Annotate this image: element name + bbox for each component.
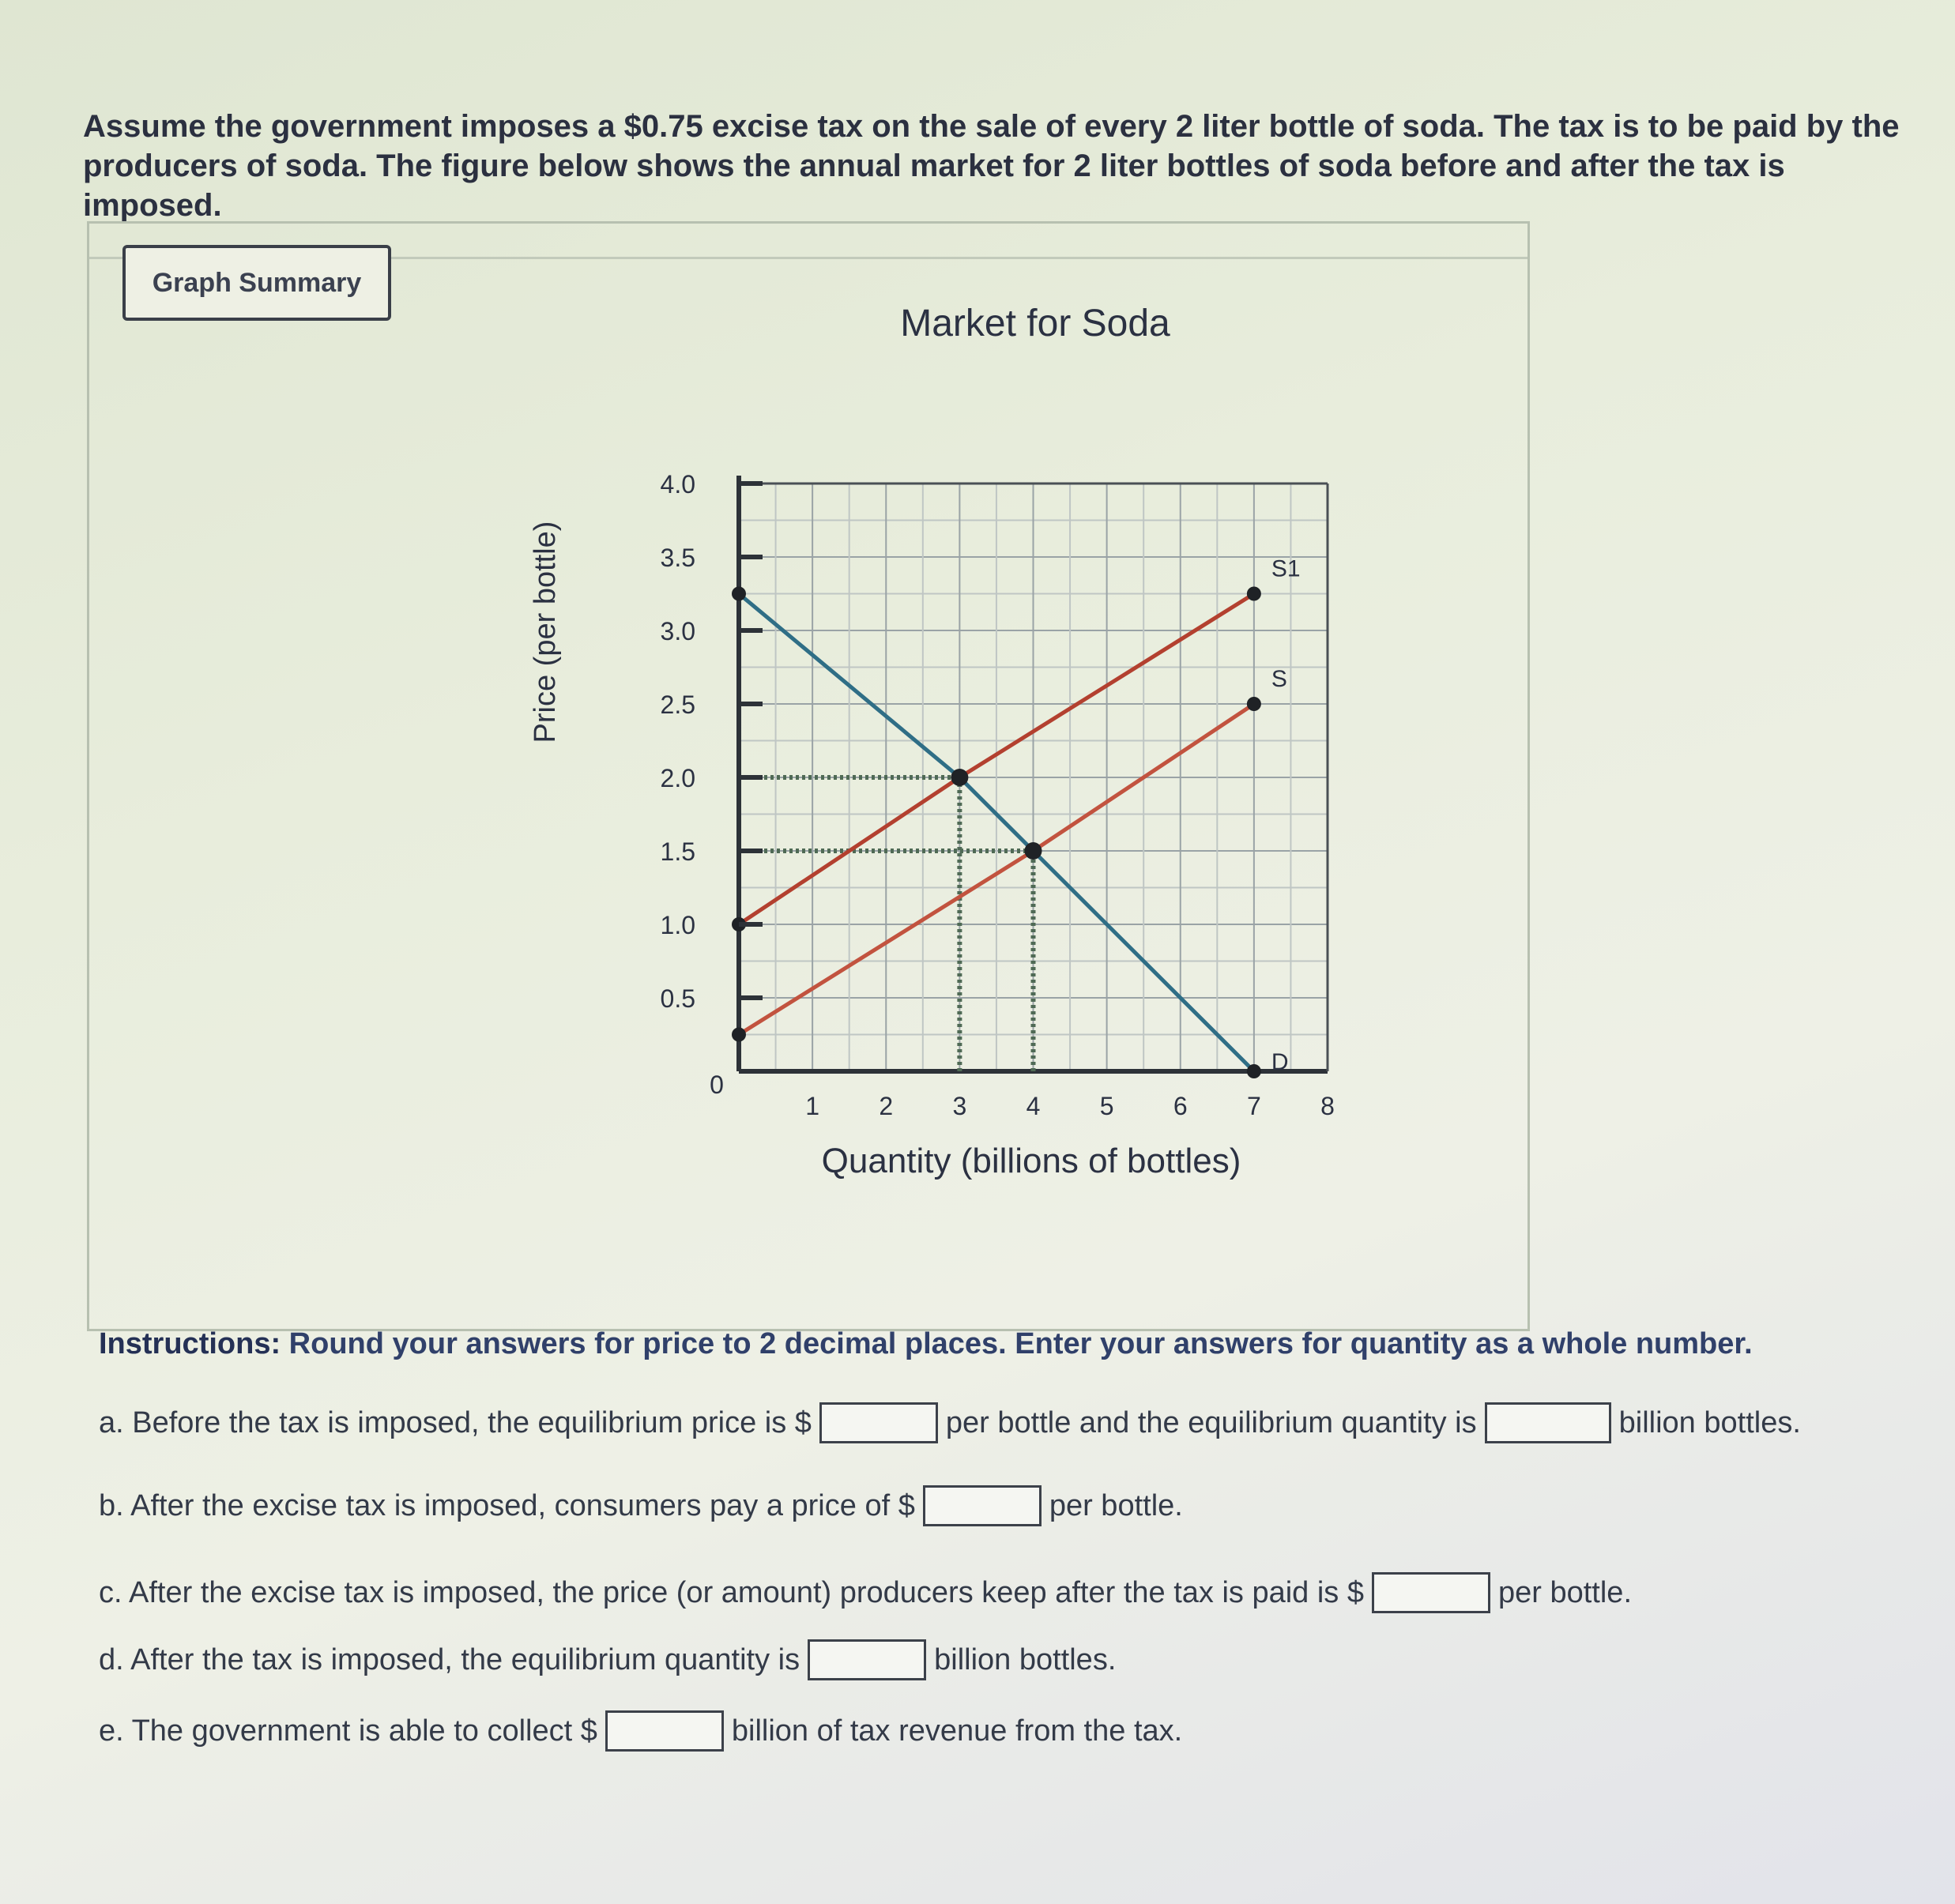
answer-c-input[interactable] bbox=[1372, 1572, 1490, 1613]
equilibrium-point bbox=[951, 769, 968, 786]
y-tick-label: 3.5 bbox=[660, 544, 695, 572]
question-e-suffix: billion of tax revenue from the tax. bbox=[731, 1714, 1183, 1748]
curve-endpoint bbox=[1247, 587, 1261, 601]
y-tick-label: 1.0 bbox=[660, 911, 695, 939]
curve-endpoint bbox=[732, 587, 746, 601]
curve-label-s: S bbox=[1271, 666, 1287, 692]
x-axis-label: Quantity (billions of bottles) bbox=[821, 1142, 1241, 1180]
question-a-middle-text: per bottle and the equilibrium quantity is bbox=[945, 1405, 1477, 1439]
x-tick-label: 1 bbox=[805, 1092, 820, 1120]
instructions bbox=[99, 1327, 1916, 1361]
answer-a-price-input[interactable] bbox=[819, 1402, 938, 1443]
curve-endpoint bbox=[1247, 697, 1261, 711]
y-tick-label: 2.0 bbox=[660, 764, 695, 792]
x-tick-label: 8 bbox=[1320, 1092, 1335, 1120]
graph-summary-button[interactable]: Graph Summary bbox=[122, 245, 391, 321]
problem-statement: Assume the government imposes a $0.75 excise tax on the sale of every 2 liter bottle of soda. The tax is to be paid by the producers of soda. The figure below shows the annual market for 2 liter bottles of soda before and after the tax is imposed. bbox=[83, 109, 1900, 223]
x-tick-label: 5 bbox=[1099, 1092, 1114, 1120]
y-tick-label: 4.0 bbox=[660, 470, 695, 499]
x-tick-label: 2 bbox=[879, 1092, 894, 1120]
question-c-suffix: per bottle. bbox=[1498, 1575, 1632, 1609]
curve-label-d: D bbox=[1271, 1049, 1289, 1075]
question-e bbox=[99, 1710, 1182, 1752]
x-tick-label: 0 bbox=[710, 1071, 724, 1099]
curve-label-s1: S1 bbox=[1271, 555, 1301, 582]
question-c bbox=[99, 1572, 1632, 1613]
question-a bbox=[99, 1402, 1801, 1443]
instructions-text: Round your answers for price to 2 decimal places. Enter your answers for quantity as a whole number. bbox=[281, 1327, 1753, 1360]
curve-endpoint bbox=[1247, 1064, 1261, 1078]
y-axis-label: Price (per bottle) bbox=[529, 521, 562, 743]
answer-b-input[interactable] bbox=[923, 1485, 1042, 1526]
question-e-text: e. The government is able to collect $ bbox=[99, 1714, 597, 1748]
question-a-suffix: billion bottles. bbox=[1618, 1405, 1801, 1439]
x-tick-label: 3 bbox=[952, 1092, 967, 1120]
y-tick-label: 0.5 bbox=[660, 984, 695, 1013]
answer-e-input[interactable] bbox=[605, 1710, 724, 1752]
answer-d-input[interactable] bbox=[808, 1639, 926, 1680]
question-b bbox=[99, 1485, 1183, 1526]
x-tick-label: 4 bbox=[1026, 1092, 1041, 1120]
question-d bbox=[99, 1639, 1116, 1680]
question-d-suffix: billion bottles. bbox=[934, 1642, 1117, 1676]
instructions-label: Instructions: bbox=[99, 1327, 281, 1360]
y-tick-label: 1.5 bbox=[660, 837, 695, 866]
question-c-text: c. After the excise tax is imposed, the price (or amount) producers keep after the tax is paid is $ bbox=[99, 1575, 1364, 1609]
question-a-text: a. Before the tax is imposed, the equilibrium price is $ bbox=[99, 1405, 812, 1439]
chart-title: Market for Soda bbox=[900, 303, 1170, 344]
x-tick-label: 6 bbox=[1173, 1092, 1188, 1120]
answer-a-quantity-input[interactable] bbox=[1485, 1402, 1611, 1443]
y-tick-label: 2.5 bbox=[660, 690, 695, 719]
y-tick-label: 3.0 bbox=[660, 617, 695, 645]
question-d-text: d. After the tax is imposed, the equilibrium quantity is bbox=[99, 1642, 800, 1676]
equilibrium-point bbox=[1025, 842, 1042, 860]
question-b-suffix: per bottle. bbox=[1049, 1488, 1183, 1522]
x-tick-label: 7 bbox=[1246, 1092, 1261, 1120]
curve-endpoint bbox=[732, 1028, 746, 1042]
question-b-text: b. After the excise tax is imposed, consumers pay a price of $ bbox=[99, 1488, 915, 1522]
